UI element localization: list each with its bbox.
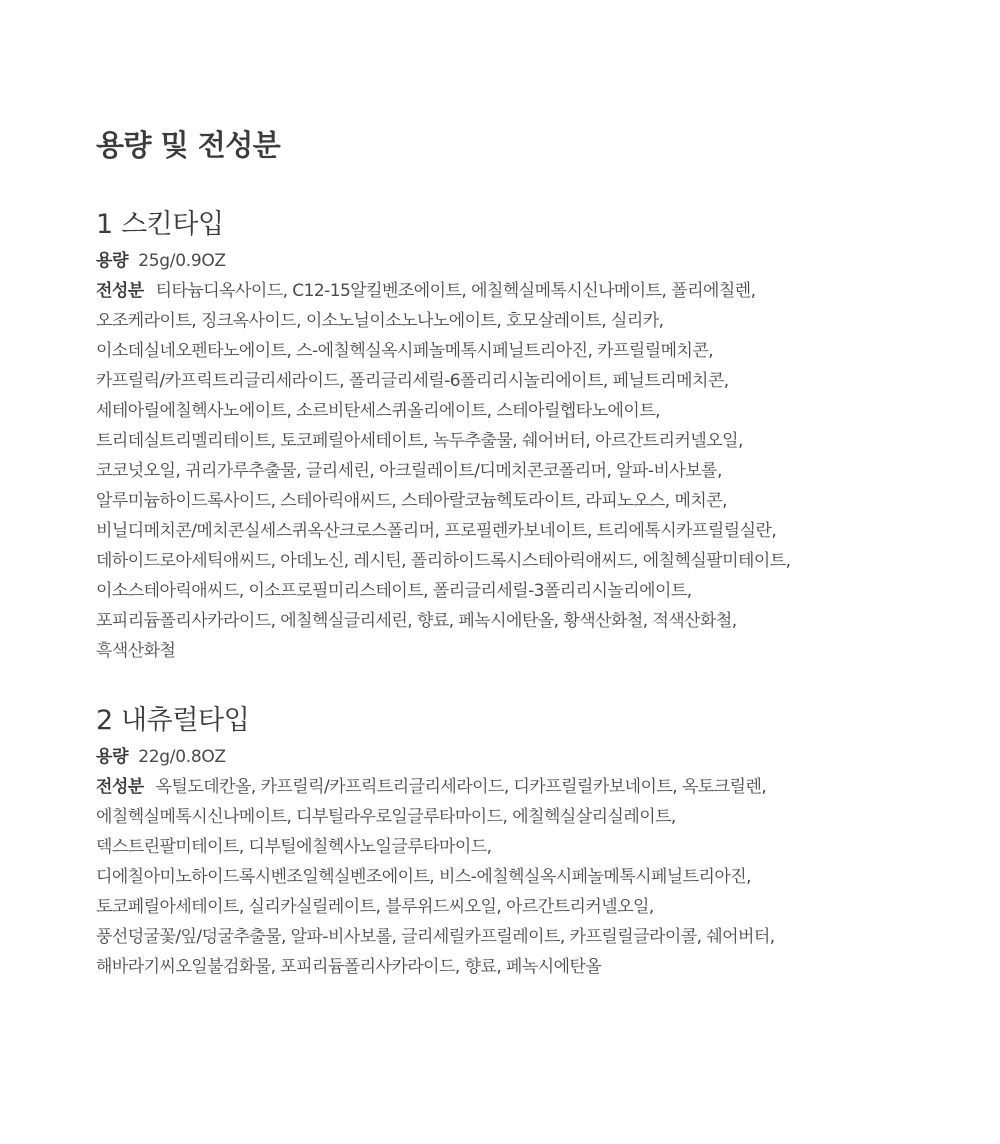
ingredient-line: 이소데실네오펜타노에이트, 스-에칠헥실옥시페놀메톡시페닐트리아진, 카프릴릴메치콘, — [96, 341, 714, 361]
ingredient-line: 이소스테아릭애씨드, 이소프로필미리스테이트, 폴리글리세릴-3폴리리시놀리에이트, — [96, 581, 692, 601]
ingredient-line: 흑색산화철 — [96, 641, 176, 661]
product-skin-type — [96, 208, 986, 666]
ingredient-line: 에칠헥실메톡시신나메이트, 디부틸라우로일글루타마이드, 에칠헥실살리실레이트, — [96, 807, 676, 827]
volume-label: 용량 — [96, 251, 129, 271]
ingredient-line: 세테아릴에칠헥사노에이트, 소르비탄세스퀴올리에이트, 스테아릴헵타노에이트, — [96, 401, 660, 421]
ingredient-line: 포피리듐폴리사카라이드, 에칠헥실글리세린, 향료, 페녹시에탄올, 황색산화철, 적색산화철, — [96, 611, 737, 631]
product-heading: 1 스킨타입 — [96, 209, 224, 240]
ingredient-line: 덱스트린팔미테이트, 디부틸에칠헥사노일글루타마이드, — [96, 837, 492, 857]
ingredient-line: 카프릴릭/카프릭트리글리세라이드, 폴리글리세릴-6폴리리시놀리에이트, 페닐트리메치콘, — [96, 371, 729, 391]
volume-label: 용량 — [96, 747, 129, 767]
ingredient-list — [96, 772, 986, 982]
ingredient-line: 디에칠아미노하이드록시벤조일헥실벤조에이트, 비스-에칠헥실옥시페놀메톡시페닐트리아진, — [96, 867, 752, 887]
ingredient-line: 토코페릴아세테이트, 실리카실릴레이트, 블루위드씨오일, 아르간트리커넬오일, — [96, 897, 654, 917]
ingredient-list — [96, 276, 986, 666]
product-heading: 2 내츄럴타입 — [96, 705, 250, 736]
ingredient-line: 코코넛오일, 귀리가루추출물, 글리세린, 아크릴레이트/디메치콘코폴리머, 알파-비사보롤, — [96, 461, 722, 481]
page-title: 용량 및 전성분 — [96, 128, 281, 162]
ingredients-label: 전성분 — [96, 281, 144, 301]
ingredient-line: 풍선덩굴꽃/잎/덩굴추출물, 알파-비사보롤, 글리세릴카프릴레이트, 카프릴릴글라이콜, 쉐어버터, — [96, 927, 775, 947]
ingredient-line: 전성분 티타늄디옥사이드, C12-15알킬벤조에이트, 에칠헥실메톡시신나메이트, 폴리에칠렌, — [96, 281, 756, 301]
volume-row — [96, 246, 986, 276]
ingredient-line: 데하이드로아세틱애씨드, 아데노신, 레시틴, 폴리하이드록시스테아릭애씨드, 에칠헥실팔미테이트, — [96, 551, 791, 571]
volume-value: 22g/0.8OZ — [138, 747, 226, 767]
ingredient-line: 오조케라이트, 징크옥사이드, 이소노닐이소노나노에이트, 호모살레이트, 실리카, — [96, 311, 664, 331]
ingredients-page — [96, 0, 986, 982]
volume-value: 25g/0.9OZ — [138, 251, 226, 271]
ingredients-label: 전성분 — [96, 777, 144, 797]
product-natural-type — [96, 704, 986, 982]
ingredient-line: 전성분 옥틸도데칸올, 카프릴릭/카프릭트리글리세라이드, 디카프릴릴카보네이트, 옥토크릴렌, — [96, 777, 767, 797]
ingredient-line: 트리데실트리멜리테이트, 토코페릴아세테이트, 녹두추출물, 쉐어버터, 아르간트리커넬오일, — [96, 431, 743, 451]
ingredient-line: 알루미늄하이드록사이드, 스테아릭애씨드, 스테아랄코늄헥토라이트, 라피노오스, 메치콘, — [96, 491, 727, 511]
ingredient-line: 비닐디메치콘/메치콘실세스퀴옥산크로스폴리머, 프로필렌카보네이트, 트리에톡시카프릴릴실란, — [96, 521, 777, 541]
ingredient-line: 해바라기씨오일불검화물, 포피리듐폴리사카라이드, 향료, 페녹시에탄올 — [96, 957, 602, 977]
volume-row — [96, 742, 986, 772]
